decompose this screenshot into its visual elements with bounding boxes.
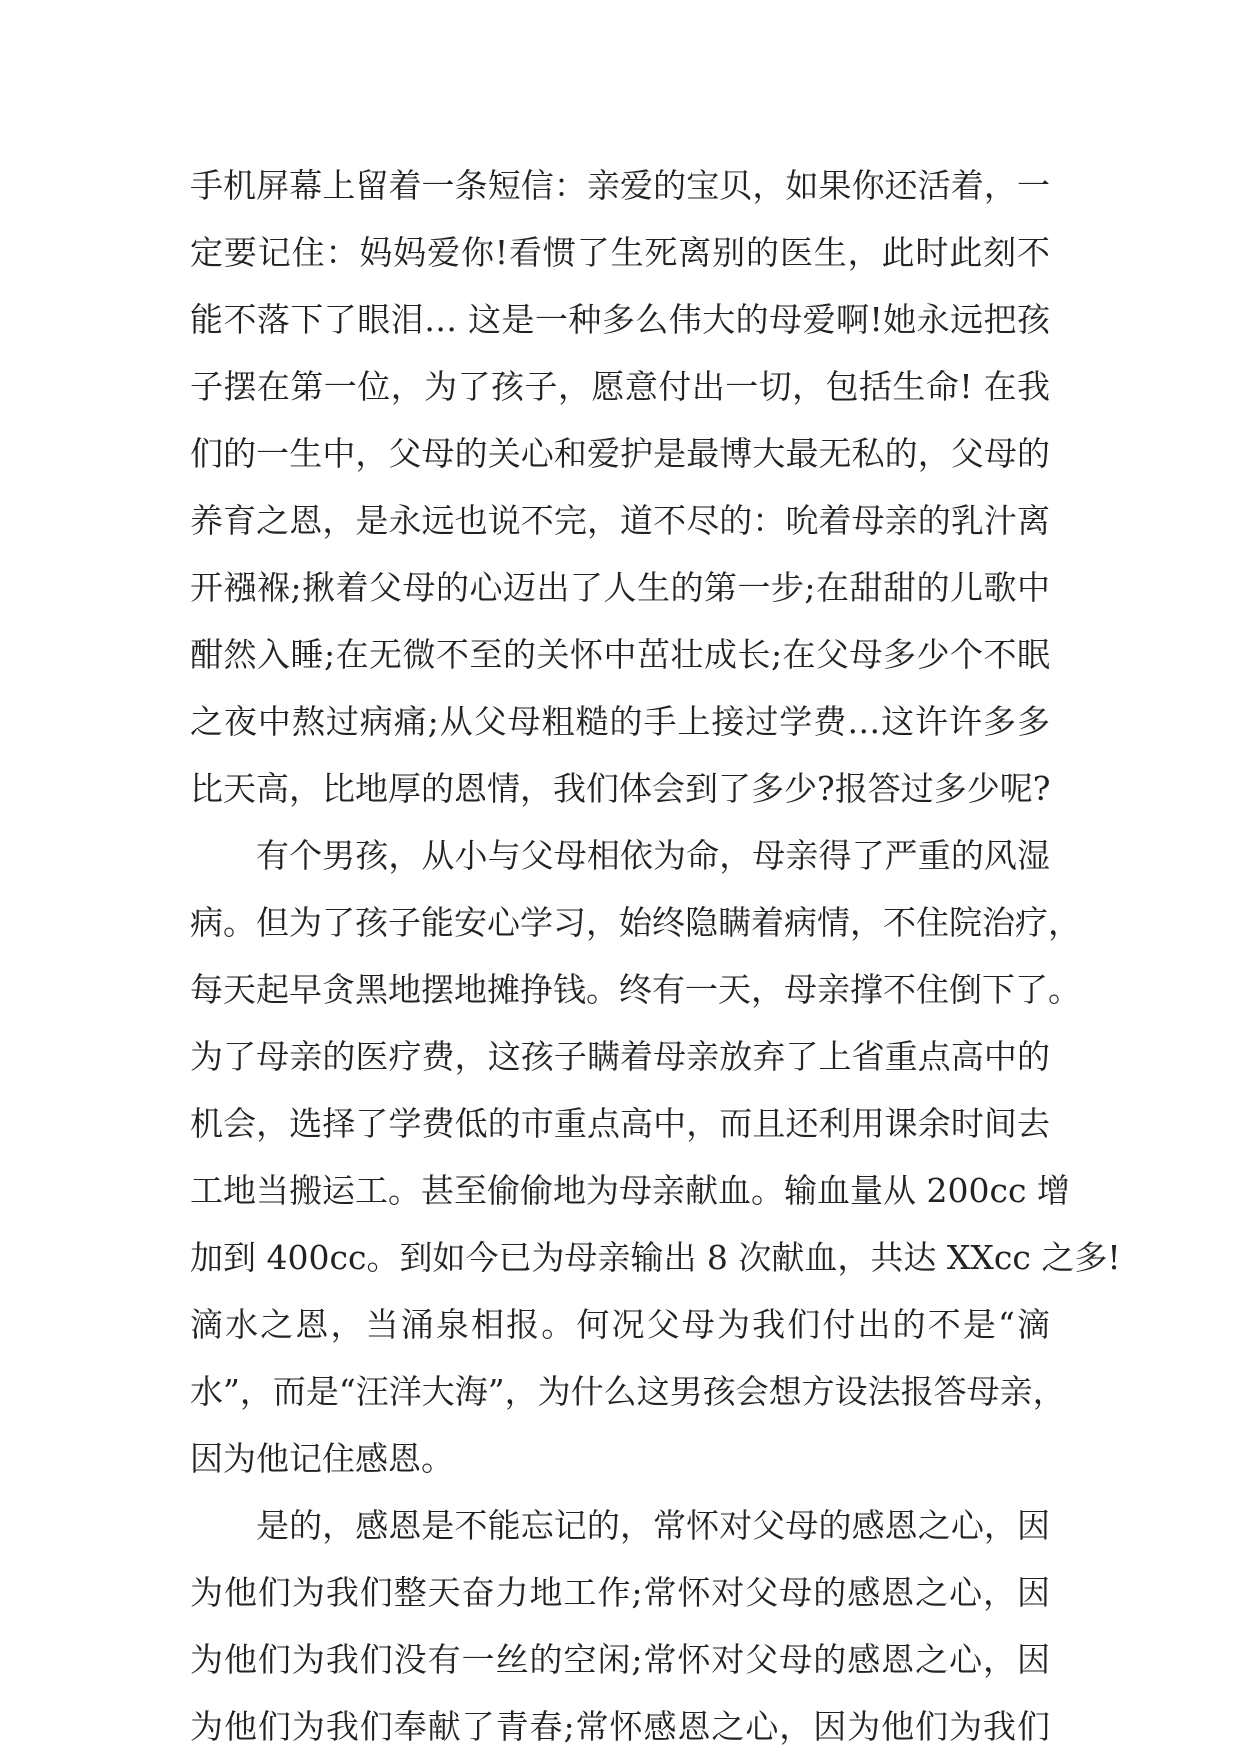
- paragraph-start-line: 有个男孩，从小与父母相依为命，母亲得了严重的风湿: [256, 836, 1050, 875]
- text-line: 为他们为我们没有一丝的空闲;常怀对父母的感恩之心，因: [190, 1640, 1050, 1679]
- text-line: 之夜中熬过病痛;从父母粗糙的手上接过学费…这许许多多: [190, 702, 1050, 741]
- text-line: 工地当搬运工。甚至偷偷地为母亲献血。输血量从 200cc 增: [190, 1171, 1070, 1210]
- text-line: 加到 400cc。到如今已为母亲输出 8 次献血，共达 XXcc 之多!: [190, 1238, 1121, 1277]
- text-line: 为他们为我们奉献了青春;常怀感恩之心，因为他们为我们: [190, 1707, 1050, 1746]
- text-line: 开襁褓;揪着父母的心迈出了人生的第一步;在甜甜的儿歌中: [190, 568, 1050, 607]
- text-line: 手机屏幕上留着一条短信：亲爱的宝贝，如果你还活着，一: [190, 166, 1050, 205]
- text-line: 病。但为了孩子能安心学习，始终隐瞒着病情，不住院治疗，: [190, 903, 1081, 942]
- text-line: 定要记住：妈妈爱你!看惯了生死离别的医生，此时此刻不: [190, 233, 1050, 272]
- text-line: 滴水之恩，当涌泉相报。何况父母为我们付出的不是“滴: [190, 1305, 1050, 1344]
- text-line: 养育之恩，是永远也说不完，道不尽的：吮着母亲的乳汁离: [190, 501, 1050, 540]
- text-line: 比天高，比地厚的恩情，我们体会到了多少?报答过多少呢?: [190, 769, 1051, 808]
- text-line: 水”，而是“汪洋大海”，为什么这男孩会想方设法报答母亲，: [190, 1372, 1066, 1411]
- text-line: 们的一生中，父母的关心和爱护是最博大最无私的，父母的: [190, 434, 1050, 473]
- paragraph-end-line: 因为他记住感恩。: [190, 1439, 454, 1478]
- text-line: 子摆在第一位，为了孩子，愿意付出一切，包括生命! 在我: [190, 367, 1050, 406]
- text-line: 机会，选择了学费低的市重点高中，而且还利用课余时间去: [190, 1104, 1050, 1143]
- text-line: 为了母亲的医疗费，这孩子瞒着母亲放弃了上省重点高中的: [190, 1037, 1050, 1076]
- paragraph-start-line: 是的，感恩是不能忘记的，常怀对父母的感恩之心，因: [256, 1506, 1050, 1545]
- body-text: [190, 152, 1121, 1760]
- text-line: 为他们为我们整天奋力地工作;常怀对父母的感恩之心，因: [190, 1573, 1050, 1612]
- text-line: 酣然入睡;在无微不至的关怀中茁壮成长;在父母多少个不眠: [190, 635, 1050, 674]
- text-line: 能不落下了眼泪… 这是一种多么伟大的母爱啊!她永远把孩: [190, 300, 1050, 339]
- text-line: 每天起早贪黑地摆地摊挣钱。终有一天，母亲撑不住倒下了。: [190, 970, 1081, 1009]
